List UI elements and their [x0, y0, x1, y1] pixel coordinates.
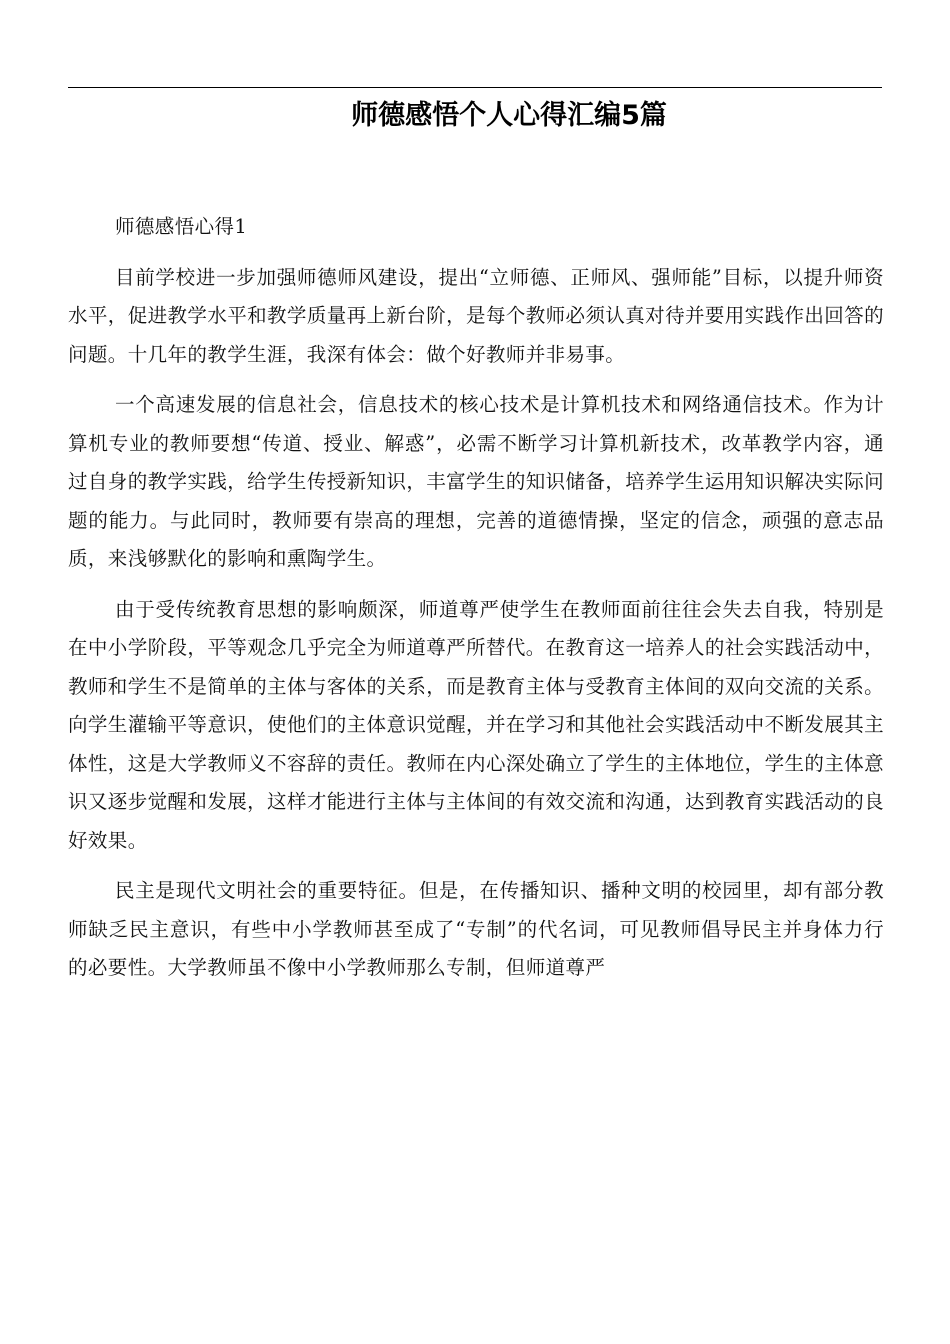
header-rule — [68, 87, 882, 88]
document-title: 师德感悟个人心得汇编5篇 — [351, 100, 667, 131]
paragraph: 民主是现代文明社会的重要特征。但是，在传播知识、播种文明的校园里，却有部分教师缺乏民主意识，有些中小学教师甚至成了“专制”的代名词，可见教师倡导民主并身体力行的必要性。大学教师虽不像中小学教师那么专制，但师道尊严 — [68, 879, 884, 979]
paragraph: 一个高速发展的信息社会，信息技术的核心技术是计算机技术和网络通信技术。作为计算机专业的教师要想“传道、授业、解惑”，必需不断学习计算机新技术，改革教学内容，通过自身的教学实践，给学生传授新知识，丰富学生的知识储备，培养学生运用知识解决实际问题的能力。与此同时，教师要有崇高的理想，完善的道德情操，坚定的信念，顽强的意志品质，来浅够默化的影响和熏陶学生。 — [68, 393, 884, 570]
paragraph: 由于受传统教育思想的影响颇深，师道尊严使学生在教师面前往往会失去自我，特别是在中小学阶段，平等观念几乎完全为师道尊严所替代。在教育这一培养人的社会实践活动中，教师和学生不是简单的主体与客体的关系，而是教育主体与受教育主体间的双向交流的关系。向学生灌输平等意识，使他们的主体意识觉醒，并在学习和其他社会实践活动中不断发展其主体性，这是大学教师义不容辞的责任。教师在内心深处确立了学生的主体地位，学生的主体意识又逐步觉醒和发展，这样才能进行主体与主体间的有效交流和沟通，达到教育实践活动的良好效果。 — [68, 597, 884, 852]
section-heading: 师德感悟心得1 — [115, 215, 248, 238]
paragraph: 目前学校进一步加强师德师风建设，提出“立师德、正师风、强师能”目标，以提升师资水平，促进教学水平和教学质量再上新台阶，是每个教师必须认真对待并要用实践作出回答的问题。十几年的教学生涯，我深有体会：做个好教师并非易事。 — [68, 265, 884, 366]
document-body — [68, 208, 884, 1000]
